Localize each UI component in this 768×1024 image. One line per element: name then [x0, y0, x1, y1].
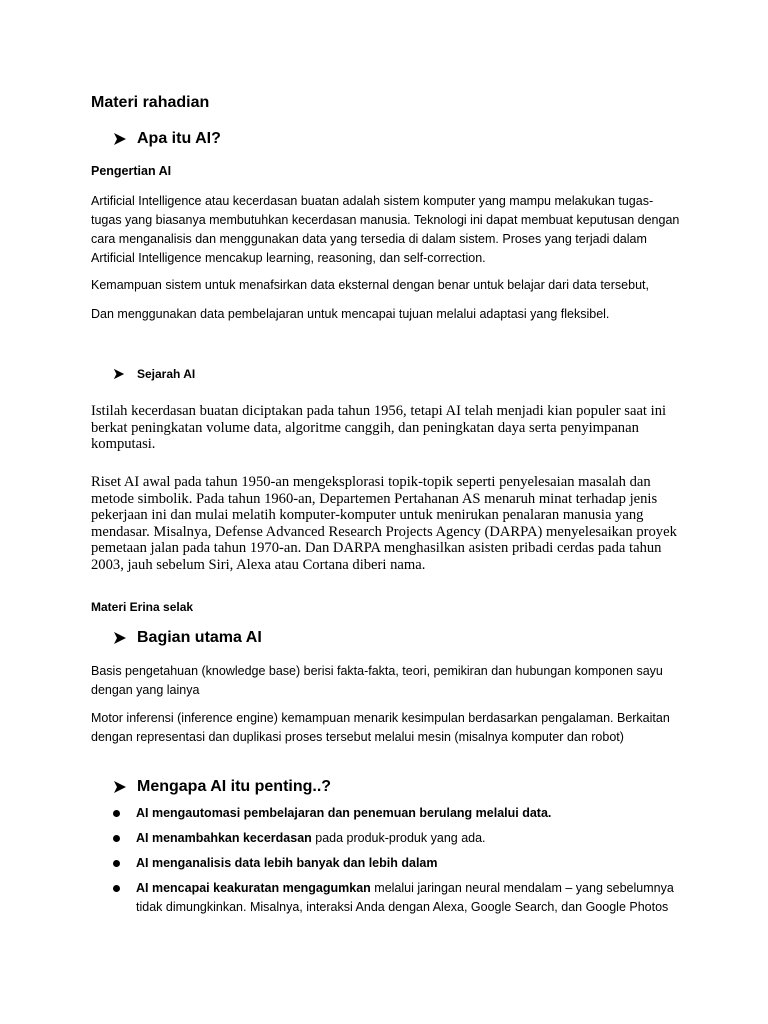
- section-title-sejarah-ai: [113, 367, 195, 381]
- arrow-bullet-icon: [113, 780, 127, 794]
- bullet-list: [113, 804, 701, 923]
- paragraph-adaptasi: Dan menggunakan data pembelajaran untuk mencapai tujuan melalui adaptasi yang fleksibel.: [91, 307, 610, 321]
- section-title-text: Sejarah AI: [137, 367, 196, 381]
- paragraph-sejarah-2: Riset AI awal pada tahun 1950-an mengeksplorasi topik-topik seperti penyelesaian masalah dan metode simbolik. Pada tahun 1960-an, Departemen Pertahanan AS menaruh minat terhadap jenis pekerjaan ini dan mulai melatih komputer-komputer untuk menirukan penalaran manusia yang mendasar. Misalnya, Defense Advanced Research Projects Agency (DARPA) menyelesaikan proyek pemetaan jalan pada tahun 1970-an. Dan DARPA menghasilkan asisten pribadi cerdas pada tahun 2003, jauh sebelum Siri, Alexa atau Cortana diberi nama.: [91, 474, 677, 573]
- arrow-bullet-icon: [113, 631, 127, 645]
- bullet-bold-text: AI menganalisis data lebih banyak dan lebih dalam: [136, 856, 438, 870]
- section-title-text: Bagian utama AI: [137, 629, 262, 646]
- list-item: [113, 854, 701, 873]
- bullet-bold-text: AI mencapai keakuratan mengagumkan: [136, 881, 371, 895]
- list-item: [113, 804, 701, 823]
- bullet-dot-icon: [113, 885, 120, 892]
- bullet-rest-text: pada produk-produk yang ada.: [311, 831, 486, 845]
- section-title-text: Apa itu AI?: [137, 130, 221, 147]
- section-title-apa-itu-ai: [113, 130, 221, 148]
- paragraph-pengertian: Artificial Intelligence atau kecerdasan buatan adalah sistem komputer yang mampu melakukan tugas-tugas yang biasanya membutuhkan kecerdasan manusia. Teknologi ini dapat membuat keputusan dengan cara menganalisis dan menggunakan data yang tersedia di dalam sistem. Proses yang terjadi dalam Artificial Intelligence mencakup learning, reasoning, dan self-correction.: [91, 194, 680, 265]
- section-title-bagian-utama: [113, 629, 262, 647]
- bullet-dot-icon: [113, 860, 120, 867]
- bullet-bold-text: AI mengautomasi pembelajaran dan penemuan berulang melalui data.: [136, 806, 552, 820]
- paragraph-basis-pengetahuan: Basis pengetahuan (knowledge base) berisi fakta-fakta, teori, pemikiran dan hubungan komponen sayu dengan yang lainya: [91, 664, 663, 697]
- paragraph-motor-inferensi: Motor inferensi (inference engine) kemampuan menarik kesimpulan berdasarkan pengalaman. Berkaitan dengan representasi dan duplikasi proses tersebut melalui mesin (misalnya komputer dan robot): [91, 711, 670, 744]
- arrow-bullet-icon: [113, 132, 127, 146]
- heading-materi-erina: Materi Erina selak: [91, 600, 194, 614]
- bullet-dot-icon: [113, 835, 120, 842]
- arrow-bullet-icon: [113, 368, 125, 380]
- list-item: [113, 879, 701, 917]
- paragraph-sejarah-1: Istilah kecerdasan buatan diciptakan pada tahun 1956, tetapi AI telah menjadi kian populer saat ini berkat peningkatan volume data, algoritme canggih, dan peningkatan daya serta penyimpanan komputasi.: [91, 403, 667, 452]
- bullet-dot-icon: [113, 810, 120, 817]
- section-title-mengapa-penting: [113, 778, 331, 796]
- heading-materi-rahadian: Materi rahadian: [91, 94, 210, 111]
- list-item: [113, 829, 701, 848]
- bullet-bold-text: AI menambahkan kecerdasan: [136, 831, 312, 845]
- paragraph-kemampuan: Kemampuan sistem untuk menafsirkan data eksternal dengan benar untuk belajar dari data tersebut,: [91, 278, 649, 292]
- subtitle-pengertian-ai: Pengertian AI: [91, 164, 172, 178]
- bullet-rest-text: melalui jaringan neural mendalam – yang sebelumnya tidak dimungkinkan. Misalnya, interaksi Anda dengan Alexa, Google Search, dan Google Photos: [136, 881, 674, 914]
- section-title-text: Mengapa AI itu penting..?: [137, 778, 332, 795]
